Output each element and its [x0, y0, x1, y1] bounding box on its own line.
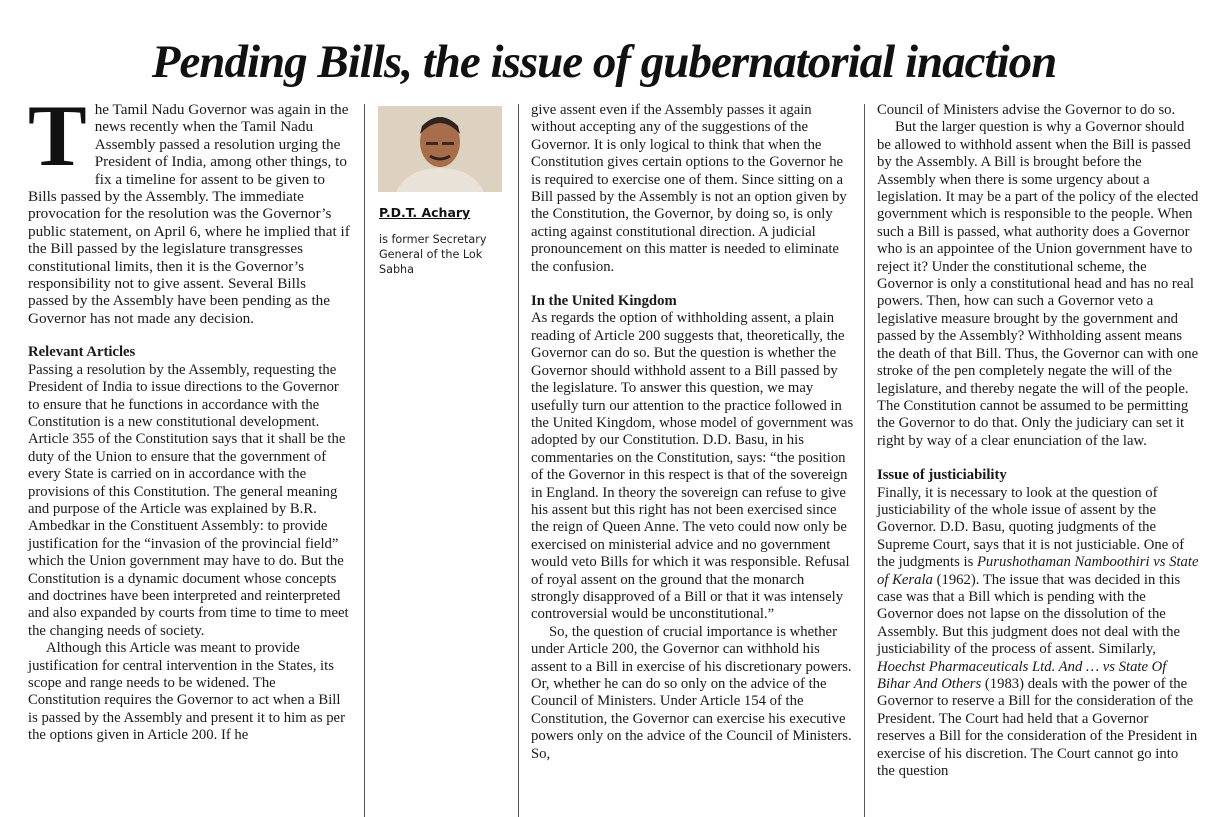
- paragraph: Finally, it is necessary to look at the question of justiciability of the whole issue of assent by the Governor. D.D. Basu, quoting judgments of the Supreme Court, says that it is not justiciable. One of the judgments is Purushothaman Namboothiri vs State of Kerala (1962). The issue that was decided in this case was that a Bill which is pending with the Governor does not lapse on the dissolution of the Assembly. But this judgment does not deal with the justiciability of the process of assent. Similarly, Hoechst Pharmaceuticals Ltd. And … vs State Of Bihar And Others (1983) deals with the power of the Governor to reserve a Bill for the consideration of the President. The Court had held that a Governor reserves a Bill for the consideration of the President in exercise of his discretion. The Court cannot go into the question: [877, 484, 1199, 780]
- column-divider: [864, 104, 865, 817]
- paragraph: Although this Article was meant to provide justification for central intervention in the States, its scope and range needs to be widened. The Constitution requires the Governor to act when a Bill is passed by the Assembly and present it to him as per the options given in Article 200. If he: [28, 640, 345, 744]
- article-column-3: [531, 102, 855, 763]
- subheading-uk: In the United Kingdom: [531, 293, 677, 310]
- article-column-4: [877, 102, 1199, 780]
- headline: Pending Bills, the issue of gubernatorial inaction: [151, 36, 1057, 89]
- dropcap: T: [28, 88, 87, 185]
- author-name: P.D.T. Achary: [379, 205, 471, 220]
- paragraph: give assent even if the Assembly passes it again without accepting any of the suggestions of the Governor. It is only logical to think that when the Constitution gives certain options to the Governor he is required to exercise one of them. Since sitting on a Bill passed by the Assembly is not an option given by the Constitution, the Governor, by doing so, is only acting against constitutional direction. A judicial pronouncement on this matter is needed to eliminate the confusion.: [531, 102, 847, 275]
- article-column-1: [28, 88, 350, 745]
- subheading-relevant-articles: Relevant Articles: [28, 344, 136, 361]
- subheading-justiciability: Issue of justiciability: [877, 467, 1007, 484]
- paragraph: Council of Ministers advise the Governor to do so.: [877, 102, 1176, 118]
- author-bio: is former Secretary General of the Lok Sabha: [379, 233, 487, 276]
- author-photo: [378, 106, 502, 192]
- author-portrait-icon: [378, 106, 502, 192]
- lead-paragraph: The Tamil Nadu Governor was again in the news recently when the Tamil Nadu Assembly passed a resolution urging the President of India, among other things, to fix a timeline for assent to be given to Bills passed by the Assembly. The immediate provocation for the resolution was the Governor’s public statement, on April 6, where he implied that if the Bill passed by the legislature transgresses constitutional limits, then it is the Governor’s responsibility not to give assent. Several Bills passed by the Assembly have been pending as the Governor has not made any decision.: [28, 88, 350, 327]
- paragraph: As regards the option of withholding assent, a plain reading of Article 200 suggests that, theoretically, the Governor can do so. But the question is whether the Governor should withhold assent to a Bill passed by the legislature. To answer this question, we may usefully turn our attention to the practice followed in the United Kingdom, whose model of government was adopted by our Constitution. D.D. Basu, in his commentaries on the Constitution, says: “the position of the Governor in this respect is that of the sovereign in England. In theory the sovereign can refuse to give his assent but this right has not been exercised since the reign of Queen Anne. The veto could now only be exercised on ministerial advice and no government would veto Bills for which it was responsible. Refusal of royal assent on the ground that the monarch strongly disapproved of a Bill or that it was intensely controversial would be unconstitutional.”: [531, 310, 854, 623]
- column-divider: [518, 104, 519, 817]
- paragraph: But the larger question is why a Governor should be allowed to withhold assent when the Bill is passed by the Assembly. A Bill is brought before the Assembly when there is some urgency about a legislation. It may be a part of the policy of the elected government which is responsible to the people. When such a Bill is passed, what authority does a Governor who is an appointee of the Union government have to reject it? Under the constitutional scheme, the Governor is only a constitutional head and has no real powers. Then, how can such a Governor veto a legislative measure brought by the government and passed by the Assembly? Withholding assent means the death of that Bill. Thus, the Governor can with one stroke of the pen completely negate the will of the legislature, and thereby negate the will of the people. The Constitution cannot be assumed to be permitting the Governor to do that. Only the judiciary can set it right by way of a clear enunciation of the law.: [877, 119, 1199, 449]
- case-name: Purushothaman Namboothiri vs State of Kerala: [877, 554, 1199, 588]
- paragraph: So, the question of crucial importance is whether under Article 200, the Governor can withhold his assent to a Bill in exercise of his discretionary powers. Or, whether he can do so only on the advice of the Council of Ministers. Under Article 154 of the Constitution, the Governor can exercise his executive powers only on the advice of the Council of Ministers. So,: [531, 623, 852, 762]
- paragraph: Passing a resolution by the Assembly, requesting the President of India to issue directions to the Governor to ensure that he functions in accordance with the Constitution is a new constitutional development. Article 355 of the Constitution says that it shall be the duty of the Union to ensure that the government of every State is carried on in accordance with the provisions of this Constitution. The general meaning and purpose of the Article was explained by B.R. Ambedkar in the Constituent Assembly: to provide justification for the “invasion of the provincial field” which the Union government may have to do. But the Constitution is a dynamic document whose concepts and doctrines have been interpreted and reinterpreted and also expanded by courts from time to time to meet the changing needs of society.: [28, 361, 349, 639]
- case-name: Hoechst Pharmaceuticals Ltd. And … vs State Of Bihar And Others: [877, 658, 1167, 692]
- column-divider: [364, 104, 365, 817]
